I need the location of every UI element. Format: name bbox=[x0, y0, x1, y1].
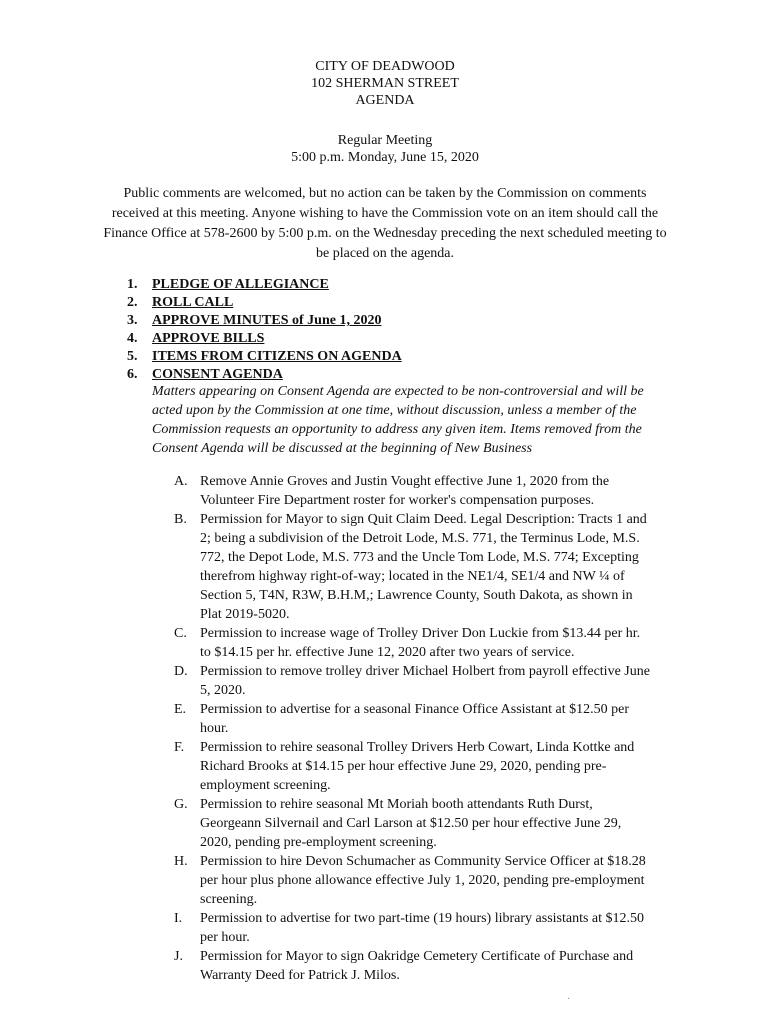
consent-item bbox=[174, 624, 654, 662]
consent-item-list bbox=[174, 472, 654, 985]
consent-item bbox=[174, 909, 654, 947]
consent-item bbox=[174, 472, 654, 510]
consent-item-letter: G. bbox=[174, 797, 188, 812]
city-address: 102 SHERMAN STREET bbox=[311, 76, 459, 91]
consent-item bbox=[174, 852, 654, 909]
consent-item-letter: C. bbox=[174, 626, 187, 641]
consent-item-letter: F. bbox=[174, 740, 185, 755]
consent-item bbox=[174, 947, 654, 985]
consent-item-text: Permission to advertise for two part-time (19 hours) library assistants at $12.50 per hour. bbox=[200, 911, 645, 945]
consent-item-text: Permission to rehire seasonal Trolley Drivers Herb Cowart, Linda Kottke and Richard Brooks at $14.15 per hour effective June 29, 2020, pending pre-employment screening. bbox=[200, 740, 635, 793]
document-type: AGENDA bbox=[355, 93, 415, 108]
consent-item-text: Permission for Mayor to sign Oakridge Cemetery Certificate of Purchase and Warranty Deed for Patrick J. Milos. bbox=[200, 949, 634, 983]
agenda-item bbox=[127, 312, 667, 330]
public-comment-notice: Public comments are welcomed, but no action can be taken by the Commission on comments received at this meeting. Anyone wishing to have the Commission vote on an item should call the Finance Office at 578-2600 by 5:00 p.m. on the Wednesday preceding the next scheduled meeting to be placed on the agenda. bbox=[103, 186, 667, 261]
consent-item-text: Permission to advertise for a seasonal Finance Office Assistant at $12.50 per hour. bbox=[200, 702, 629, 736]
meeting-datetime: 5:00 p.m. Monday, June 15, 2020 bbox=[291, 150, 479, 165]
scan-speck: · bbox=[567, 994, 571, 1005]
agenda-item-title: ROLL CALL bbox=[152, 295, 234, 310]
agenda-item bbox=[127, 276, 667, 294]
consent-item-text: Permission to hire Devon Schumacher as Community Service Officer at $18.28 per hour plus phone allowance effective July 1, 2020, pending pre-employment screening. bbox=[200, 854, 646, 907]
consent-agenda-note: Matters appearing on Consent Agenda are expected to be non-controversial and will be acted upon by the Commission at one time, without discussion, unless a member of the Commission requests an opportunity to address any given item. Items removed from the Consent Agenda will be discussed at the beginning of New Business bbox=[152, 384, 644, 456]
agenda-item bbox=[127, 330, 667, 348]
consent-item-text: Permission to remove trolley driver Michael Holbert from payroll effective June 5, 2020. bbox=[200, 664, 650, 698]
agenda-item bbox=[127, 348, 667, 366]
consent-item-letter: B. bbox=[174, 512, 187, 527]
consent-item bbox=[174, 700, 654, 738]
meeting-info bbox=[0, 132, 770, 166]
agenda-item-number: 3. bbox=[127, 313, 138, 328]
consent-item-letter: D. bbox=[174, 664, 188, 679]
agenda-item-number: 5. bbox=[127, 349, 138, 364]
agenda-item-number: 6. bbox=[127, 367, 138, 382]
consent-item-text: Remove Annie Groves and Justin Vought effective June 1, 2020 from the Volunteer Fire Department roster for worker's compensation purposes. bbox=[200, 474, 610, 508]
city-name: CITY OF DEADWOOD bbox=[315, 59, 455, 74]
consent-item-letter: E. bbox=[174, 702, 187, 717]
agenda-list bbox=[127, 276, 667, 384]
consent-item-letter: J. bbox=[174, 949, 183, 964]
consent-item-letter: I. bbox=[174, 911, 183, 926]
agenda-item-number: 4. bbox=[127, 331, 138, 346]
agenda-item-number: 1. bbox=[127, 277, 138, 292]
consent-item bbox=[174, 795, 654, 852]
consent-item bbox=[174, 738, 654, 795]
document-header bbox=[0, 58, 770, 109]
agenda-item-title: APPROVE BILLS bbox=[152, 331, 265, 346]
consent-item bbox=[174, 510, 654, 624]
agenda-item-title: ITEMS FROM CITIZENS ON AGENDA bbox=[152, 349, 402, 364]
consent-item-text: Permission to rehire seasonal Mt Moriah booth attendants Ruth Durst, Georgeann Silvernail and Carl Larson at $12.50 per hour effective June 29, 2020, pending pre-employment screening. bbox=[200, 797, 622, 850]
agenda-item-number: 2. bbox=[127, 295, 138, 310]
consent-item bbox=[174, 662, 654, 700]
agenda-item-title: PLEDGE OF ALLEGIANCE bbox=[152, 277, 329, 292]
consent-item-text: Permission to increase wage of Trolley Driver Don Luckie from $13.44 per hr. to $14.15 per hr. effective June 12, 2020 after two years of service. bbox=[200, 626, 641, 660]
meeting-type: Regular Meeting bbox=[337, 133, 433, 148]
consent-item-text: Permission for Mayor to sign Quit Claim Deed. Legal Description: Tracts 1 and 2; being a subdivision of the Detroit Lode, M.S. 771, the Terminus Lode, M.S. 772, the Depot Lode, M.S. 773 and the Uncle Tom Lode, M.S. 774; Excepting therefrom highway right-of-way; located in the NE1/4, SE1/4 and NW ¼ of Section 5, T4N, R3W, B.H.M,; Lawrence County, South Dakota, as shown in Plat 2019-5020. bbox=[200, 512, 647, 622]
agenda-item-title: APPROVE MINUTES of June 1, 2020 bbox=[152, 313, 382, 328]
consent-item-letter: A. bbox=[174, 474, 188, 489]
consent-item-letter: H. bbox=[174, 854, 188, 869]
agenda-item bbox=[127, 294, 667, 312]
agenda-item-title: CONSENT AGENDA bbox=[152, 367, 283, 382]
